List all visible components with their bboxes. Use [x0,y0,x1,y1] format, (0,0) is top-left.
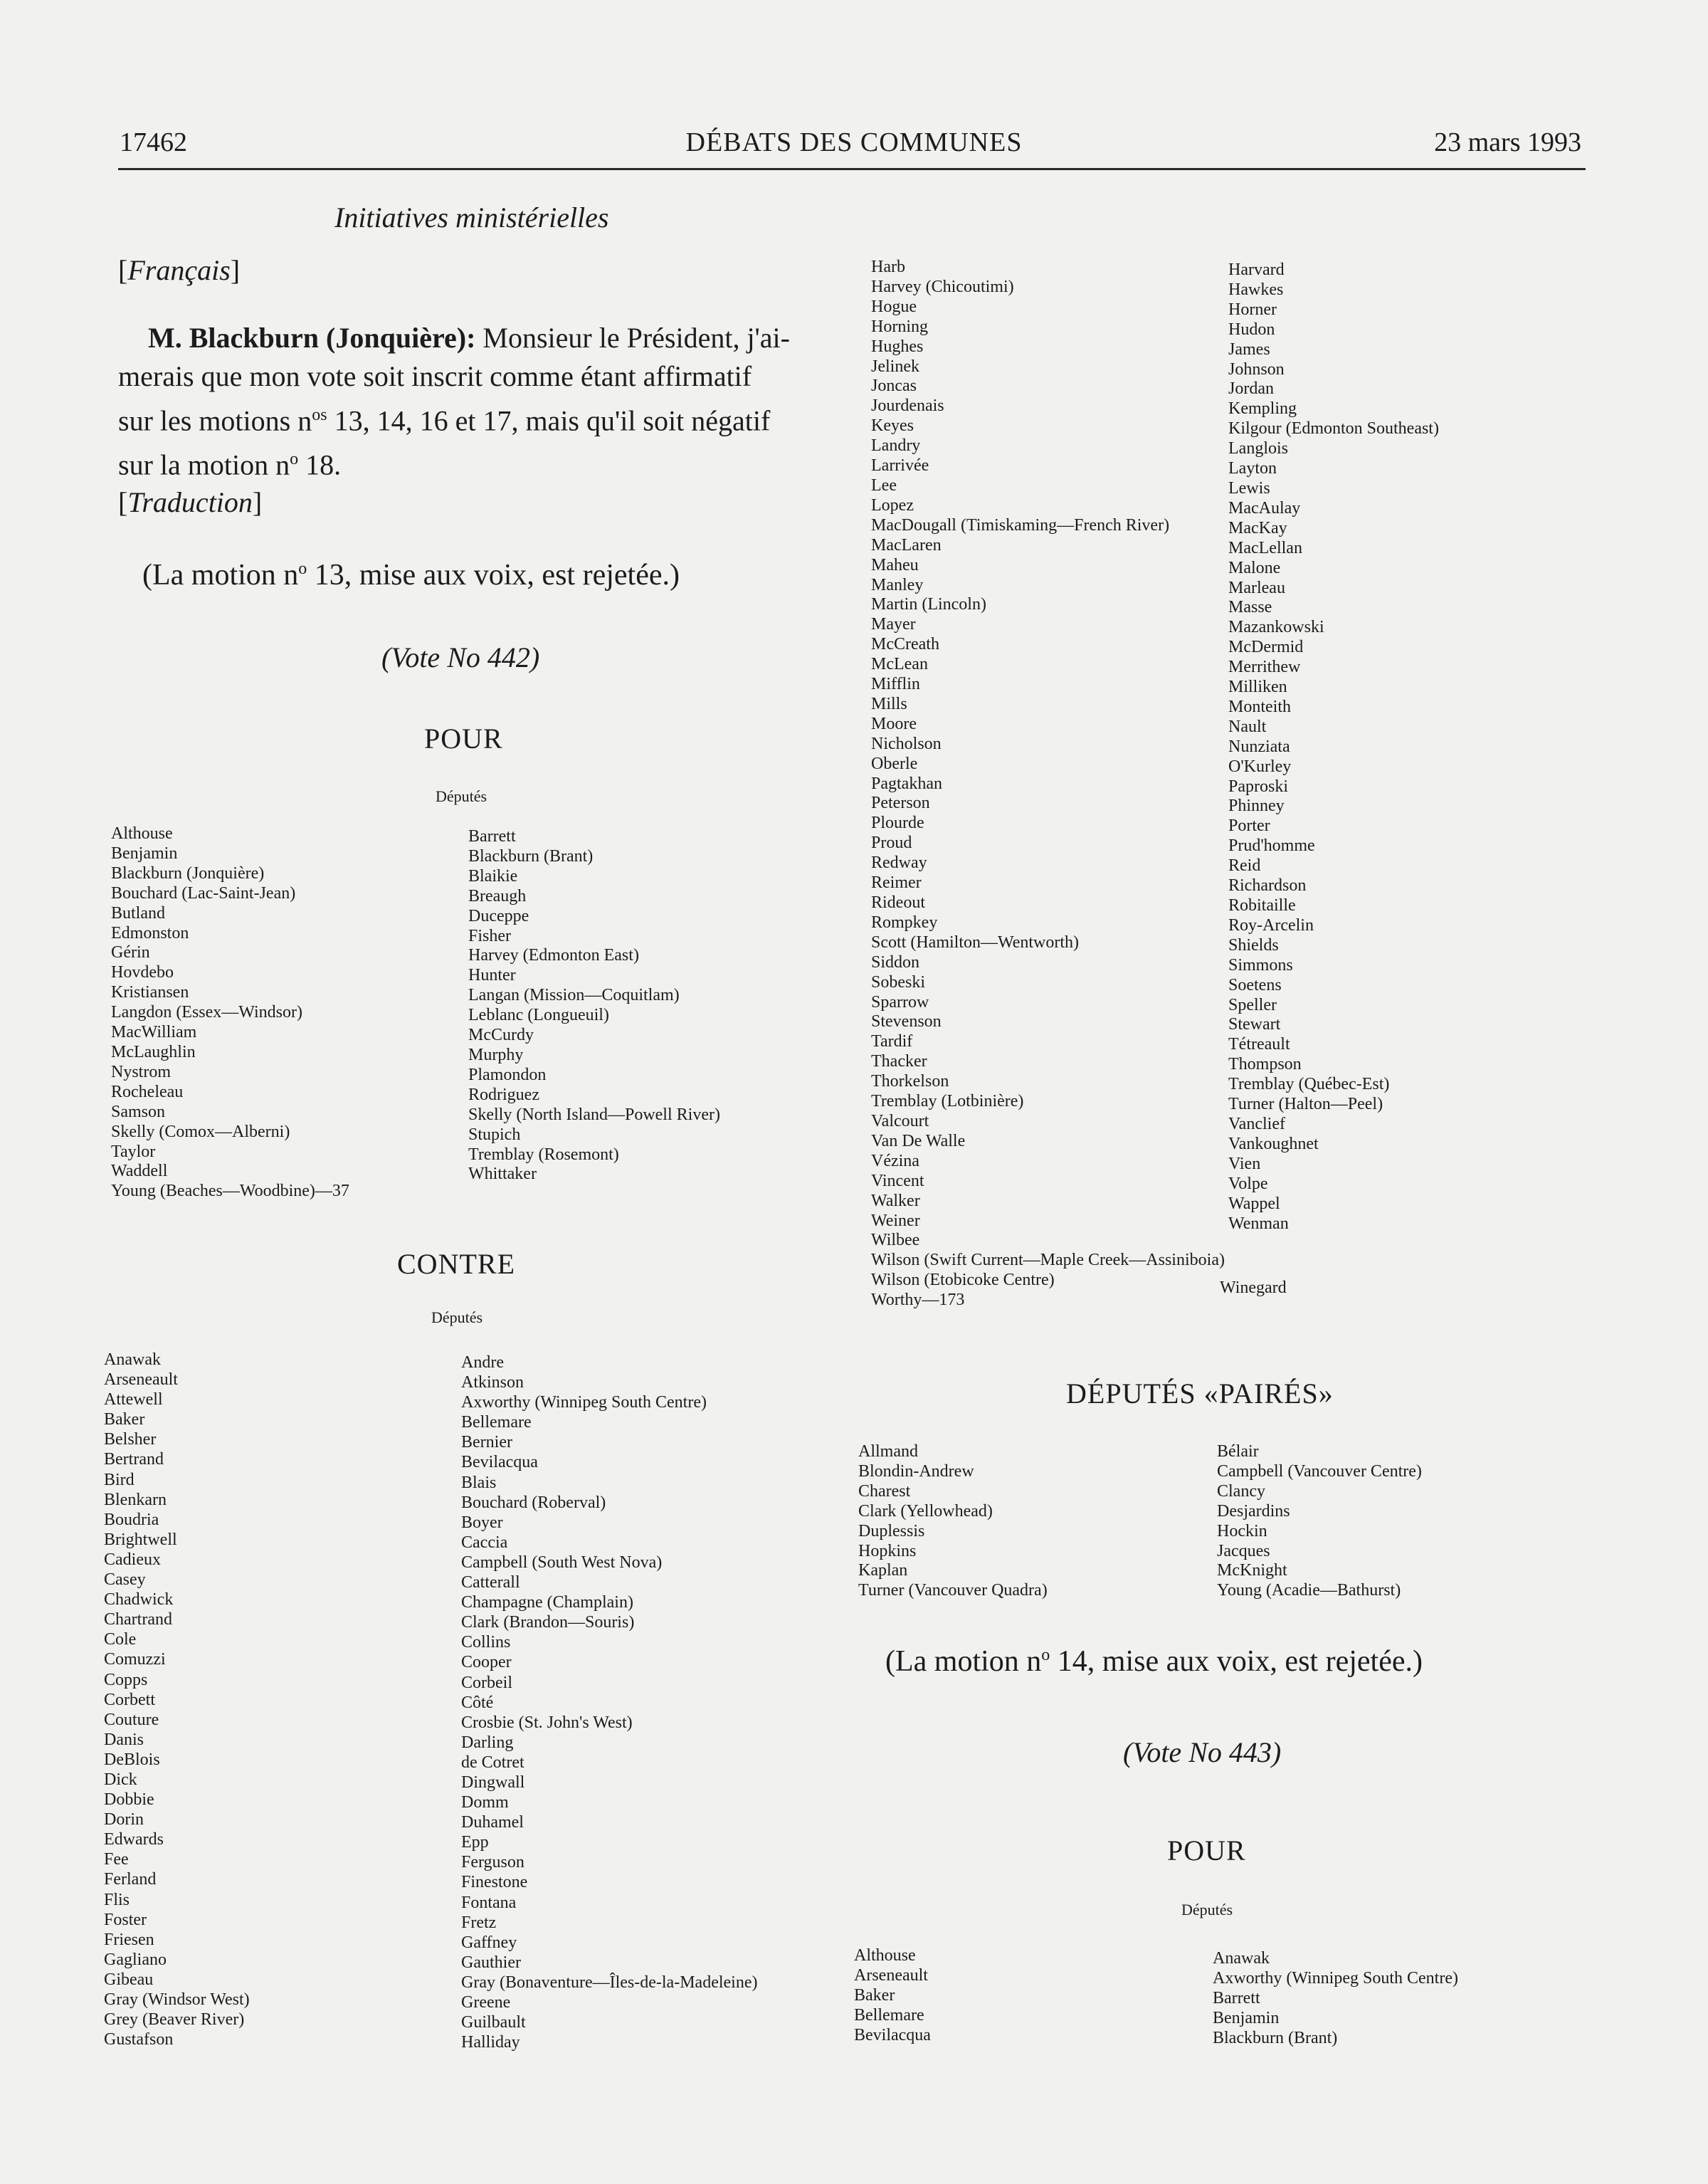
contre-heading: CONTRE [397,1248,515,1280]
pour-443-list-col2: Anawak Axworthy (Winnipeg South Centre) Barrett Benjamin Blackburn (Brant) [1213,1949,1458,2047]
journal-title: DÉBATS DES COMMUNES [685,127,1023,157]
speech-paragraph: M. Blackburn (Jonquière): Monsieur le Président, j'ai- merais que mon vote soit inscrit comme étant affirmatif sur les motions $n^{os}$ 13, 14, 16 et 17, mais qu'il soit négatif sur la motion $n^o$ 18. [118,322,790,481]
language-note-traduction: [Traduction] [118,486,263,518]
speaker-name: M. Blackburn (Jonquière): [148,322,476,354]
paired-heading: DÉPUTÉS «PAIRÉS» [1066,1377,1334,1409]
pour-list-col2: Barrett Blackburn (Brant) Blaikie Breaugh Duceppe Fisher Harvey (Edmonton East) Hunter Langan (Mission—Coquitlam) Leblanc (Longueuil) McCurdy Murphy Plamondon Rodriguez Skelly (North Island—Powell River) Stupich Tremblay (Rosemont) Whittaker [468,827,720,1184]
contre-list-col1: Anawak Arseneault Attewell Baker Belsher Bertrand Bird Blenkarn Boudria Brightwell Cadieux Casey Chadwick Chartrand Cole Comuzzi Copps Corbett Couture Danis DeBlois Dick Dobbie Dorin Edwards Fee Ferland Flis Foster Friesen Gagliano Gibeau Gray (Windsor West) Grey (Beaver River) Gustafson [104,1350,250,2049]
page-number: 17462 [120,127,187,157]
deputes-label: Députés [436,787,487,805]
paired-list-col1: Allmand Blondin-Andrew Charest Clark (Yellowhead) Duplessis Hopkins Kaplan Turner (Vancouver Quadra) [858,1442,1048,1600]
language-note-francais: [Français] [118,254,241,286]
motion-14-result: (La motion $n^o$ 14, mise aux voix, est rejetée.) [885,1645,1423,1678]
paired-list-col2: Bélair Campbell (Vancouver Centre) Clancy Desjardins Hockin Jacques McKnight Young (Acadie—Bathurst) [1217,1442,1422,1600]
deputes-label: Députés [431,1308,483,1326]
deputes-label: Députés [1181,1901,1233,1918]
motion-13-result: (La motion $n^o$ 13, mise aux voix, est rejetée.) [142,559,680,592]
contre-list-col2: Andre Atkinson Axworthy (Winnipeg South Centre) Bellemare Bernier Bevilacqua Blais Bouchard (Roberval) Boyer Caccia Campbell (South West Nova) Catterall Champagne (Champlain) Clark (Brandon—Souris) Collins Cooper Corbeil Côté Crosbie (St. John's West) Darling de Cotret Dingwall Domm Duhamel Epp Ferguson Finestone Fontana Fretz Gaffney Gauthier Gray (Bonaventure—Îles-de-la-Madeleine) Greene Guilbault Halliday [461,1353,758,2052]
section-title: Initiatives ministérielles [334,201,609,233]
pour-heading: POUR [424,723,503,755]
header-rule [118,168,1586,170]
pour-443-list-col1: Althouse Arseneault Baker Bellemare Bevilacqua [854,1946,931,2044]
issue-date: 23 mars 1993 [1434,127,1581,157]
vote-442-label: (Vote No 442) [381,641,540,673]
contre-list-col3: Harb Harvey (Chicoutimi) Hogue Horning Hughes Jelinek Joncas Jourdenais Keyes Landry Larrivée Lee Lopez MacDougall (Timiskaming—French River) MacLaren Maheu Manley Martin (Lincoln) Mayer McCreath McLean Mifflin Mills Moore Nicholson Oberle Pagtakhan Peterson Plourde Proud Redway Reimer Rideout Rompkey Scott (Hamilton—Wentworth) Siddon Sobeski Sparrow Stevenson Tardif Thacker Thorkelson Tremblay (Lotbinière) Valcourt Van De Walle Vézina Vincent Walker Weiner Wilbee Wilson (Swift Current—Maple Creek—Assiniboia) Wilson (Etobicoke Centre) Worthy—173 [871,258,1225,1310]
pour-list-col1: Althouse Benjamin Blackburn (Jonquière) Bouchard (Lac-Saint-Jean) Butland Edmonston Gérin Hovdebo Kristiansen Langdon (Essex—Windsor) MacWilliam McLaughlin Nystrom Rocheleau Samson Skelly (Comox—Alberni) Taylor Waddell Young (Beaches—Woodbine)—37 [111,824,349,1201]
pour-heading-443: POUR [1167,1834,1246,1867]
contre-list-col4: Harvard Hawkes Horner Hudon James Johnson Jordan Kempling Kilgour (Edmonton Southeast) Langlois Layton Lewis MacAulay MacKay MacLellan Malone Marleau Masse Mazankowski McDermid Merrithew Milliken Monteith Nault Nunziata O'Kurley Paproski Phinney Porter Prud'homme Reid Richardson Robitaille Roy-Arcelin Shields Simmons Soetens Speller Stewart Tétreault Thompson Tremblay (Québec-Est) Turner (Halton—Peel) Vanclief Vankoughnet Vien Volpe Wappel Wenman [1228,261,1439,1233]
contre-list-col4-last: Winegard [1220,1279,1287,1297]
vote-443-label: (Vote No 443) [1123,1736,1282,1768]
